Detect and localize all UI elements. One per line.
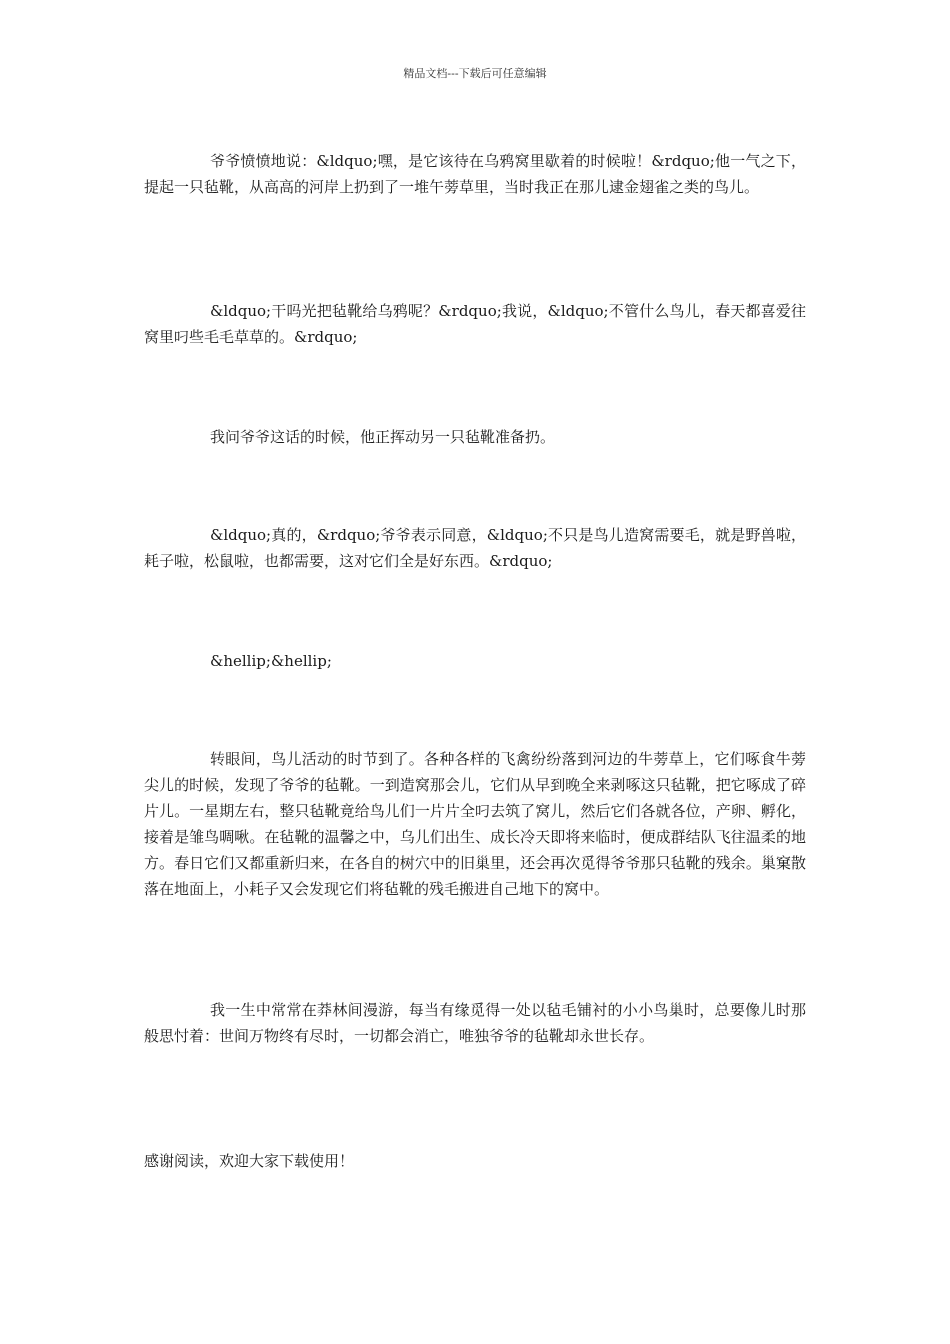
paragraph-1: 爷爷愤愤地说：&ldquo;嘿，是它该待在乌鸦窝里歇着的时候啦！&rdquo;他一气之下，提起一只毡靴，从高高的河岸上扔到了一堆午蒡草里，当时我正在那儿逮金翅雀之类的鸟儿。 [144,152,806,196]
paragraph-2: &ldquo;干吗光把毡靴给乌鸦呢？&rdquo;我说，&ldquo;不管什么鸟儿，春天都喜爱往窝里叼些毛毛草草的。&rdquo; [144,302,806,346]
closing-note: 感谢阅读，欢迎大家下载使用！ [144,1152,355,1170]
paragraph-7: 我一生中常常在莽林间漫游，每当有缘觅得一处以毡毛铺衬的小小鸟巢时，总要像儿时那般思忖着：世间万物终有尽时，一切都会消亡，唯独爷爷的毡靴却永世长存。 [144,1001,806,1045]
paragraph-4: &ldquo;真的，&rdquo;爷爷表示同意，&ldquo;不只是鸟儿造窝需要毛，就是野兽啦，耗子啦，松鼠啦，也都需要，这对它们全是好东西。&rdquo; [144,526,806,570]
paragraph-6: 转眼间，鸟儿活动的时节到了。各种各样的飞禽纷纷落到河边的牛蒡草上，它们啄食牛蒡尖儿的时候，发现了爷爷的毡靴。一到造窝那会儿，它们从早到晚全来剥啄这只毡靴，把它啄成了碎片儿。一星期左右，整只毡靴竟给鸟儿们一片片全叼去筑了窝儿，然后它们各就各位，产卵、孵化，接着是雏鸟啁啾。在毡靴的温馨之中，乌儿们出生、成长冷天即将来临时，便成群结队飞往温柔的地方。春日它们又都重新归来，在各自的树穴中的旧巢里，还会再次觅得爷爷那只毡靴的残余。巢窠散落在地面上，小耗子又会发现它们将毡靴的残毛搬进自己地下的窝中。 [144,750,806,898]
paragraph-3: 我问爷爷这话的时候，他正挥动另一只毡靴准备扔。 [210,428,556,446]
page-header: 精品文档---下载后可任意编辑 [403,67,547,80]
paragraph-5: &hellip;&hellip; [210,652,332,670]
